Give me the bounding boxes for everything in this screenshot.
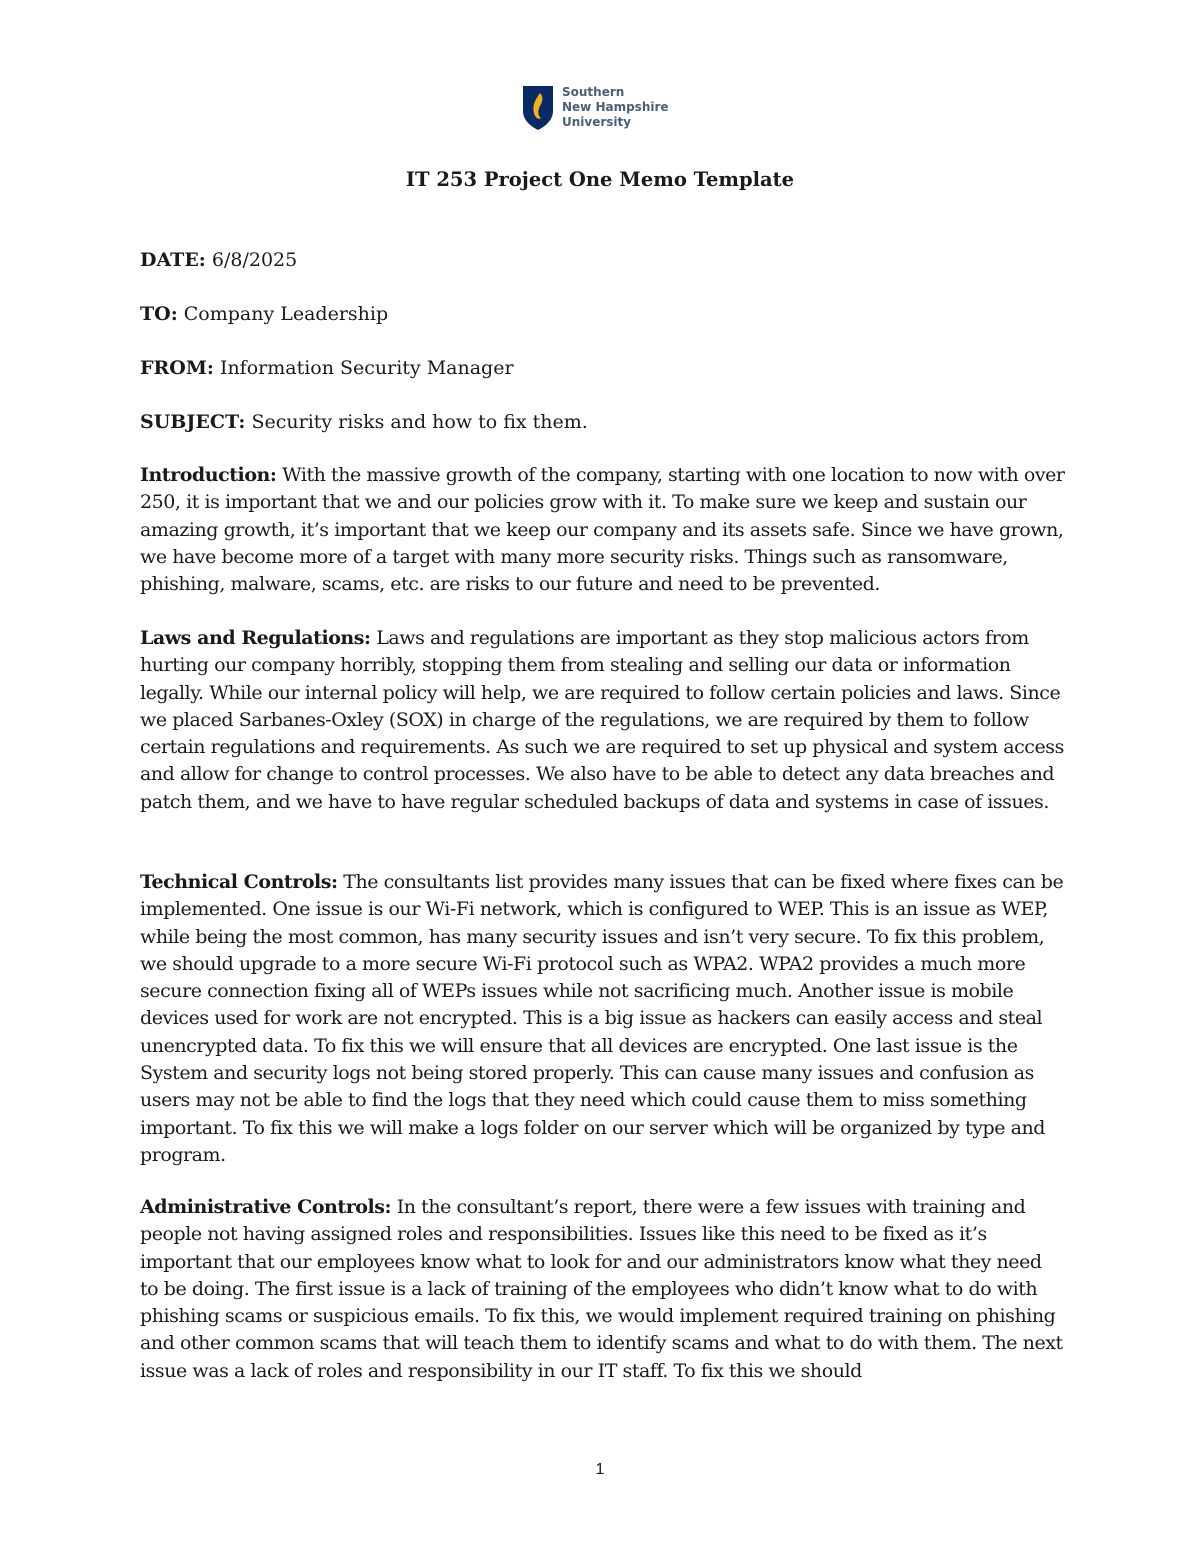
laws-heading: Laws and Regulations:	[140, 627, 371, 649]
to-label: TO:	[140, 303, 178, 325]
introduction-paragraph	[140, 462, 1065, 598]
introduction-heading: Introduction:	[140, 464, 277, 486]
snhu-logo	[522, 85, 692, 133]
logo-line-new-hampshire: New Hampshire	[562, 100, 669, 114]
administrative-heading: Administrative Controls:	[140, 1196, 392, 1218]
logo-line-southern: Southern	[562, 85, 625, 99]
laws-text: Laws and regulations are important as they stop malicious actors from hurting our company horribly, stopping them from stealing and selling our data or information legally. While our internal policy will help, we are required to follow certain policies and laws. Since we placed Sarbanes-Oxley (SOX) in charge of the regulations, we are required by them to follow certain regulations and requirements. As such we are required to set up physical and system access and allow for change to control processes. We also have to be able to detect any data breaches and patch them, and we have to have regular scheduled backups of data and systems in case of issues.	[140, 627, 1064, 813]
memo-subject	[140, 408, 588, 436]
document-title: IT 253 Project One Memo Template	[405, 168, 795, 191]
subject-label: SUBJECT:	[140, 411, 246, 433]
subject-value: Security risks and how to fix them.	[251, 411, 588, 433]
technical-heading: Technical Controls:	[140, 871, 338, 893]
date-label: DATE:	[140, 249, 206, 271]
memo-to	[140, 300, 388, 328]
laws-paragraph	[140, 625, 1065, 816]
technical-text: The consultants list provides many issues that can be fixed where fixes can be implemented. One issue is our Wi-Fi network, which is configured to WEP. This is an issue as WEP, while being the most common, has many security issues and isn’t very secure. To fix this problem, we should upgrade to a more secure Wi-Fi protocol such as WPA2. WPA2 provides a much more secure connection fixing all of WEPs issues while not sacrificing much. Another issue is mobile devices used for work are not encrypted. This is a big issue as hackers can easily access and steal unencrypted data. To fix this we will ensure that all devices are encrypted. One last issue is the System and security logs not being stored properly. This can cause many issues and confusion as users may not be able to find the logs that they need which could cause them to miss something important. To fix this we will make a logs folder on our server which will be organized by type and program.	[140, 871, 1064, 1166]
memo-date	[140, 246, 297, 274]
memo-from	[140, 354, 514, 382]
from-label: FROM:	[140, 357, 214, 379]
shield-flame-icon	[522, 85, 554, 131]
introduction-text: With the massive growth of the company, starting with one location to now with over 250, it is important that we and our policies grow with it. To make sure we keep and sustain our amazing growth, it’s important that we keep our company and its assets safe. Since we have grown, we have become more of a target with many more security risks. Things such as ransomware, phishing, malware, scams, etc. are risks to our future and need to be prevented.	[140, 464, 1065, 596]
logo-wordmark	[562, 85, 669, 130]
logo-line-university: University	[562, 115, 632, 129]
technical-paragraph	[140, 869, 1065, 1169]
page-number: 1	[595, 1461, 605, 1478]
to-value: Company Leadership	[183, 303, 389, 325]
administrative-text: In the consultant’s report, there were a few issues with training and people not having assigned roles and responsibilities. Issues like this need to be fixed as it’s important that our employees know what to look for and our administrators know what they need to be doing. The first issue is a lack of training of the employees who didn’t know what to do with phishing scams or suspicious emails. To fix this, we would implement required training on phishing and other common scams that will teach them to identify scams and what to do with them. The next issue was a lack of roles and responsibility in our IT staff. To fix this we should	[140, 1196, 1063, 1382]
administrative-paragraph	[140, 1194, 1065, 1385]
date-value: 6/8/2025	[211, 249, 298, 271]
from-value: Information Security Manager	[219, 357, 514, 379]
